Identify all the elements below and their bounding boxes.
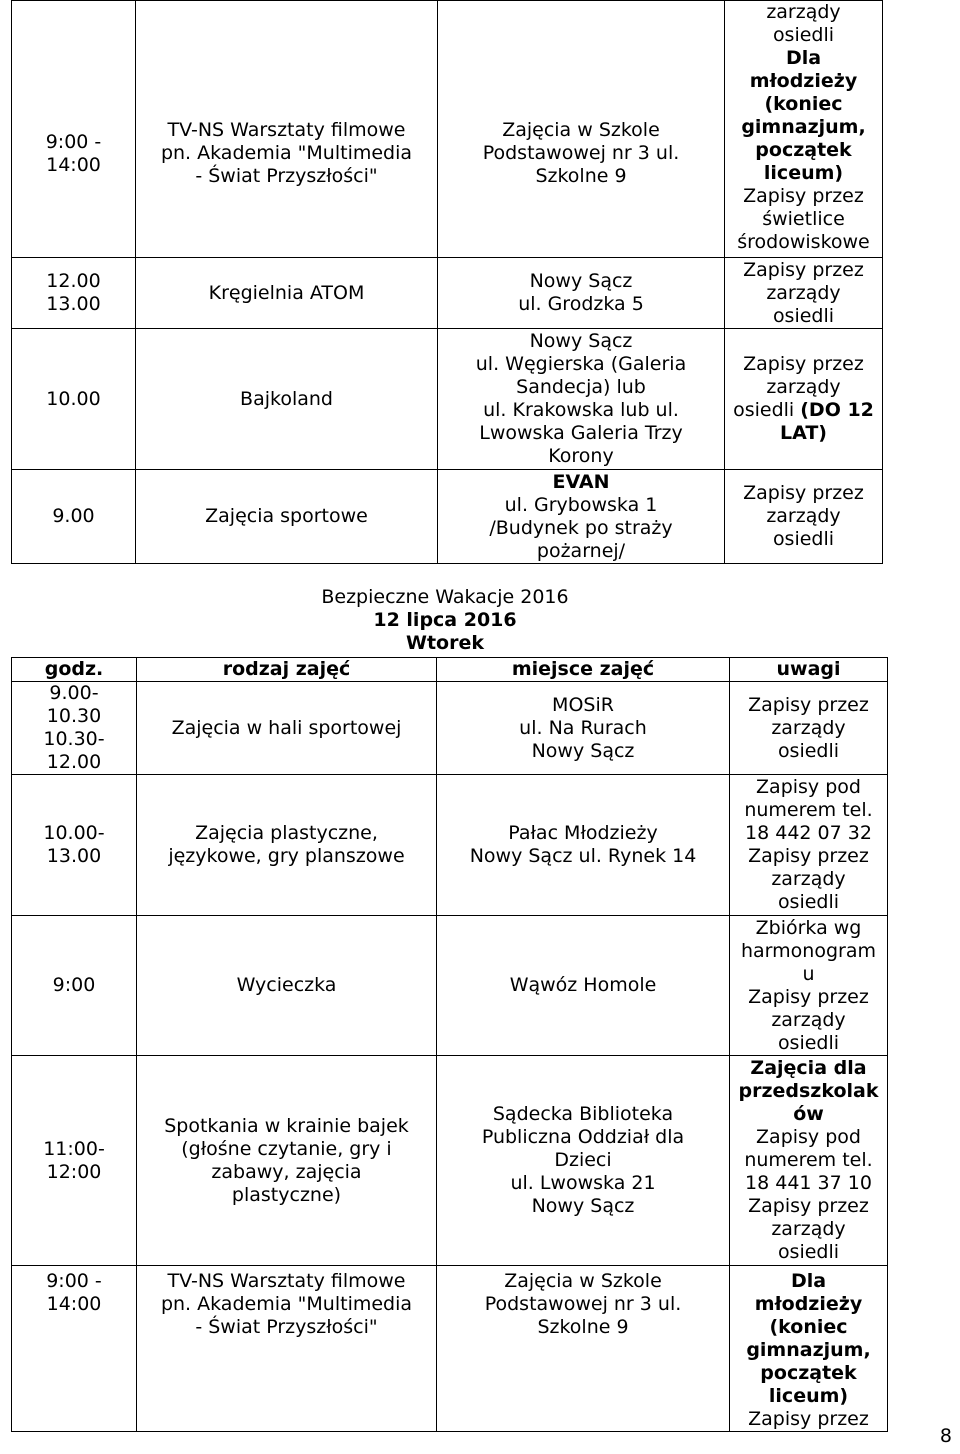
notes-cell: Zajęcia dla przedszkolak ów Zapisy pod numerem tel. 18 441 37 10 Zapisy przez zarządy osiedli (730, 1056, 888, 1266)
time-cell: 9.00- 10.30 10.30- 12.00 (12, 682, 137, 775)
heading-weekday: Wtorek (406, 632, 484, 654)
place-cell: Zajęcia w Szkole Podstawowej nr 3 ul. Szkolne 9 (437, 1266, 730, 1432)
place-cell: Pałac Młodzieży Nowy Sącz ul. Rynek 14 (437, 775, 730, 916)
place-cell: Zajęcia w Szkole Podstawowej nr 3 ul. Szkolne 9 (438, 1, 725, 258)
table-row (12, 682, 888, 775)
day-heading (0, 586, 890, 655)
activity-cell: Kręgielnia ATOM (136, 258, 438, 329)
place-cell: Nowy Sącz ul. Węgierska (Galeria Sandecja) lub ul. Krakowska lub ul. Lwowska Galeria Trzy Korony (438, 329, 725, 470)
place-cell: MOSiR ul. Na Rurach Nowy Sącz (437, 682, 730, 775)
heading-date: 12 lipca 2016 (373, 609, 517, 631)
page-number: 8 (939, 1425, 952, 1447)
activity-cell: Wycieczka (137, 916, 437, 1056)
time-cell: 10.00- 13.00 (12, 775, 137, 916)
notes-cell: zarządy osiedli Dla młodzieży (koniec gimnazjum, początek liceum) Zapisy przez świetlice środowiskowe (725, 1, 883, 258)
activity-cell: TV-NS Warsztaty filmowe pn. Akademia "Multimedia - Świat Przyszłości" (137, 1266, 437, 1432)
schedule-table-previous-day (11, 0, 883, 564)
time-cell: 10.00 (12, 329, 136, 470)
notes-cell: Zbiórka wg harmonogram u Zapisy przez zarządy osiedli (730, 916, 888, 1056)
notes-cell: Zapisy przez zarządy osiedli (725, 470, 883, 564)
table-row (12, 1266, 888, 1432)
table-row (12, 1056, 888, 1266)
notes-cell: Zapisy pod numerem tel. 18 442 07 32 Zapisy przez zarządy osiedli (730, 775, 888, 916)
time-cell: 11:00- 12:00 (12, 1056, 137, 1266)
time-cell: 9:00 (12, 916, 137, 1056)
table-row (12, 470, 883, 564)
table-row (12, 916, 888, 1056)
table-row (12, 1, 883, 258)
activity-cell: Bajkoland (136, 329, 438, 470)
time-cell: 12.00 13.00 (12, 258, 136, 329)
notes-cell: Zapisy przez zarządy osiedli (DO 12 LAT) (725, 329, 883, 470)
activity-cell: Zajęcia sportowe (136, 470, 438, 564)
table-row (12, 775, 888, 916)
heading-title: Bezpieczne Wakacje 2016 (321, 586, 569, 608)
notes-cell: Dla młodzieży (koniec gimnazjum, początek liceum) Zapisy przez (730, 1266, 888, 1432)
notes-cell: Zapisy przez zarządy osiedli (730, 682, 888, 775)
activity-cell: Spotkania w krainie bajek (głośne czytanie, gry i zabawy, zajęcia plastyczne) (137, 1056, 437, 1266)
table-row (12, 329, 883, 470)
header-time: godz. (12, 658, 137, 682)
place-cell: EVAN ul. Grybowska 1 /Budynek po straży pożarnej/ (438, 470, 725, 564)
time-cell: 9:00 - 14:00 (12, 1266, 137, 1432)
notes-cell: Zapisy przez zarządy osiedli (725, 258, 883, 329)
schedule-table (11, 657, 888, 1432)
table-header-row (12, 658, 888, 682)
place-cell: Sądecka Biblioteka Publiczna Oddział dla Dzieci ul. Lwowska 21 Nowy Sącz (437, 1056, 730, 1266)
time-cell: 9.00 (12, 470, 136, 564)
place-cell: Nowy Sącz ul. Grodzka 5 (438, 258, 725, 329)
header-notes: uwagi (730, 658, 888, 682)
activity-cell: Zajęcia w hali sportowej (137, 682, 437, 775)
table-row (12, 258, 883, 329)
header-activity: rodzaj zajęć (137, 658, 437, 682)
activity-cell: TV-NS Warsztaty filmowe pn. Akademia "Multimedia - Świat Przyszłości" (136, 1, 438, 258)
activity-cell: Zajęcia plastyczne, językowe, gry planszowe (137, 775, 437, 916)
time-cell: 9:00 - 14:00 (12, 1, 136, 258)
header-place: miejsce zajęć (437, 658, 730, 682)
place-cell: Wąwóz Homole (437, 916, 730, 1056)
